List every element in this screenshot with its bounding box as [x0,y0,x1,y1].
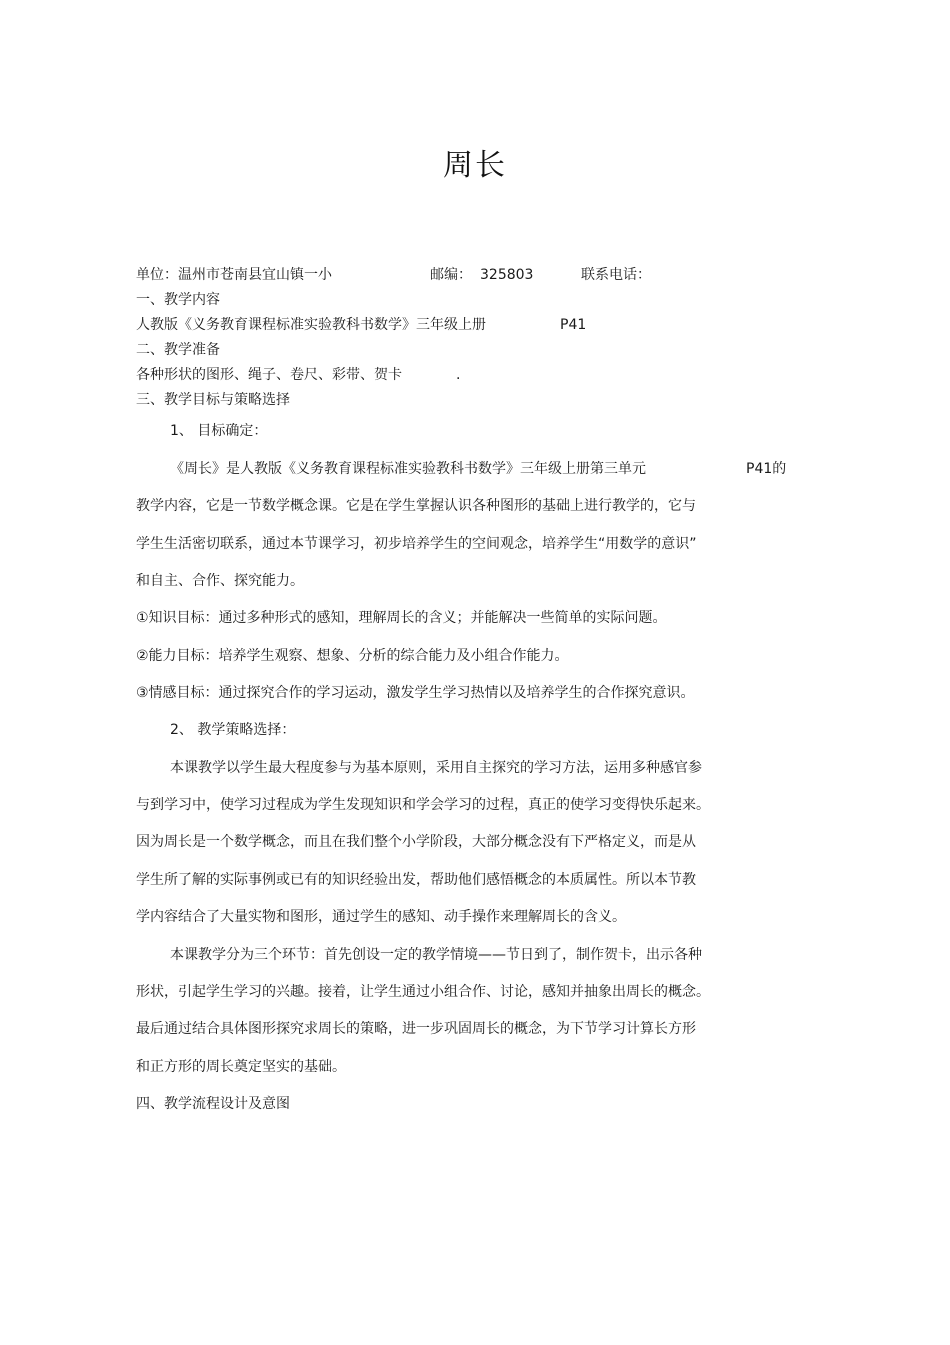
subsection-1-heading: 1、 目标确定： [170,423,268,439]
section-2-text: 各种形状的图形、绳子、卷尺、彩带、贺卡 [136,367,402,383]
section-1-heading: 一、教学内容 [136,292,220,308]
subsection-2-heading: 2、 教学策略选择： [170,722,296,738]
goal-emotion: ③情感目标：通过探究合作的学习运动，激发学生学习热情以及培养学生的合作探究意识。 [136,685,695,701]
paragraph-1-line-2: 教学内容，它是一节数学概念课。它是在学生掌握认识各种图形的基础上进行教学的，它与 [136,498,696,514]
paragraph-2-line-5: 学内容结合了大量实物和图形，通过学生的感知、动手操作来理解周长的含义。 [136,909,626,925]
header-phone-label: 联系电话： [581,267,651,283]
section-1-page: P41 [560,317,587,333]
paragraph-2-line-1: 本课教学以学生最大程度参与为基本原则，采用自主探究的学习方法，运用多种感官参 [170,760,702,776]
paragraph-2-line-3: 因为周长是一个数学概念，而且在我们整个小学阶段，大部分概念没有下严格定义，而是从 [136,834,696,850]
section-3-heading: 三、教学目标与策略选择 [136,392,290,408]
paragraph-2-line-2: 与到学习中，使学习过程成为学生发现知识和学会学习的过程，真正的使学习变得快乐起来。 [136,797,710,813]
paragraph-1-line-3: 学生生活密切联系，通过本节课学习，初步培养学生的空间观念，培养学生“用数学的意识” [136,536,697,552]
section-4-heading: 四、教学流程设计及意图 [136,1096,290,1112]
paragraph-3-line-1: 本课教学分为三个环节：首先创设一定的教学情境——节日到了，制作贺卡，出示各种 [170,947,702,963]
header-postcode: 325803 [480,267,534,283]
page-title: 周长 [443,148,507,183]
goal-ability: ②能力目标：培养学生观察、想象、分析的综合能力及小组合作能力。 [136,648,569,664]
goal-knowledge: ①知识目标：通过多种形式的感知，理解周长的含义；并能解决一些简单的实际问题。 [136,610,667,626]
paragraph-3-line-4: 和正方形的周长奠定坚实的基础。 [136,1059,346,1075]
header-postcode-label: 邮编： [430,267,472,283]
paragraph-3-line-3: 最后通过结合具体图形探究求周长的策略，进一步巩固周长的概念，为下节学习计算长方形 [136,1021,696,1037]
paragraph-3-line-2: 形状，引起学生学习的兴趣。接着，让学生通过小组合作、讨论，感知并抽象出周长的概念。 [136,984,710,1000]
paragraph-1-line-1: 《周长》是人教版《义务教育课程标准实验教科书数学》三年级上册第三单元 [170,461,646,477]
section-2-dot: . [456,367,461,383]
section-1-text: 人教版《义务教育课程标准实验教科书数学》三年级上册 [136,317,486,333]
paragraph-2-line-4: 学生所了解的实际事例或已有的知识经验出发，帮助他们感悟概念的本质属性。所以本节教 [136,872,696,888]
paragraph-1-line-4: 和自主、合作、探究能力。 [136,573,304,589]
paragraph-1-line-1-end: P41的 [746,461,787,477]
header-unit: 单位：温州市苍南县宜山镇一小 [136,267,332,283]
section-2-heading: 二、教学准备 [136,342,220,358]
